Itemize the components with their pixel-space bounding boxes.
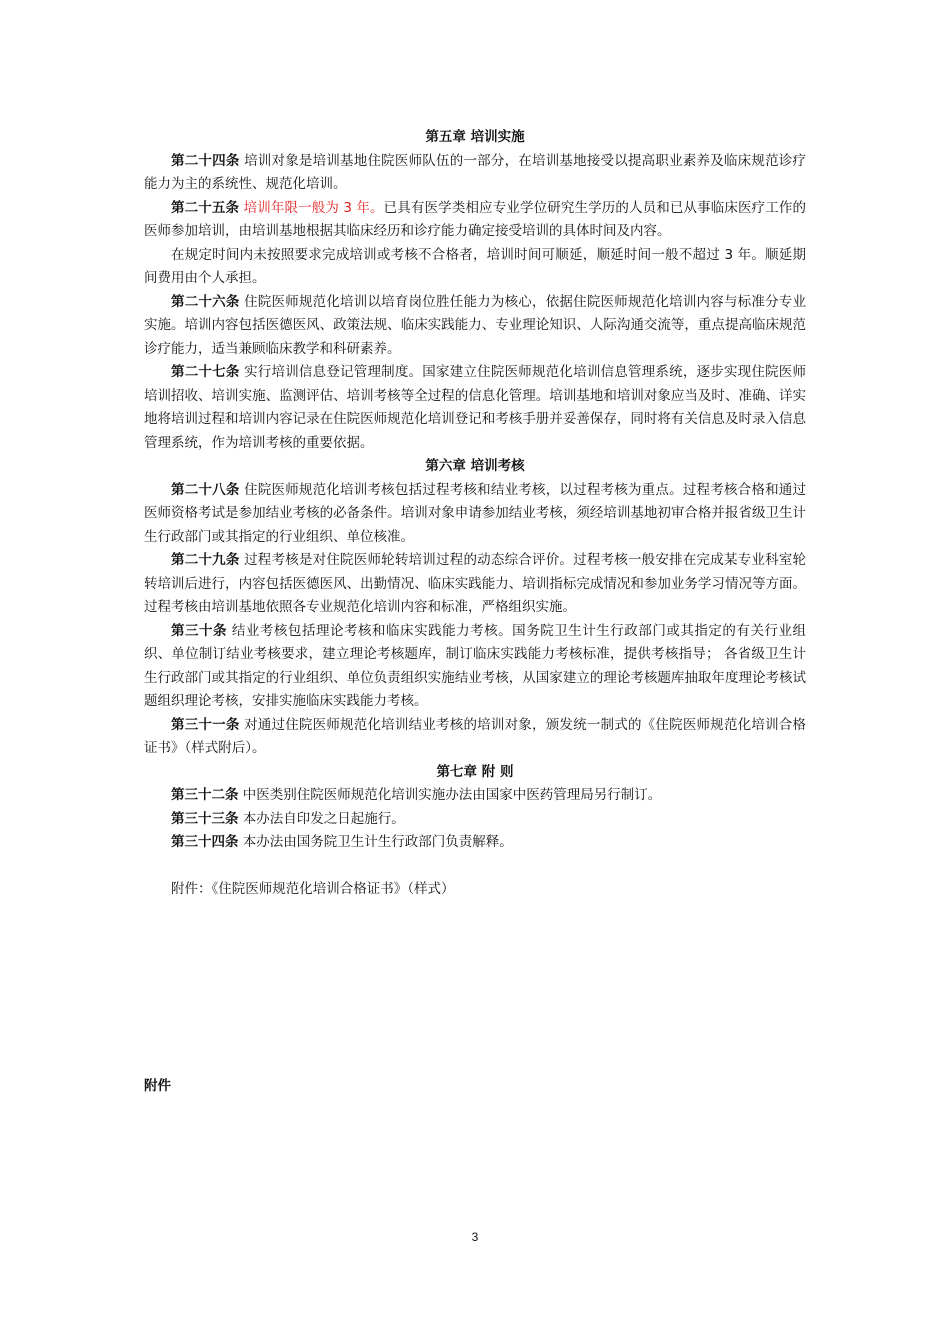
article-26 bbox=[144, 291, 806, 362]
article-24-text: 培训对象是培训基地住院医师队伍的一部分，在培训基地接受以提高职业素养及临床规范诊疗能力为主的系统性、规范化培训。 bbox=[144, 152, 807, 192]
article-34-text: 本办法由国务院卫生计生行政部门负责解释。 bbox=[238, 834, 513, 850]
article-30 bbox=[144, 620, 806, 714]
article-34-label: 第三十四条 bbox=[171, 834, 239, 850]
article-33-text: 本办法自印发之日起施行。 bbox=[238, 810, 405, 827]
article-30-label: 第三十条 bbox=[171, 622, 228, 639]
article-27-label: 第二十七条 bbox=[171, 364, 240, 380]
article-32-text: 中医类别住院医师规范化培训实施办法由国家中医药管理局另行制订。 bbox=[238, 787, 662, 803]
article-28-label: 第二十八条 bbox=[171, 481, 240, 498]
article-33-label: 第三十三条 bbox=[171, 810, 239, 827]
article-26-label: 第二十六条 bbox=[171, 293, 240, 310]
annex-heading: 附件 bbox=[144, 1078, 171, 1094]
article-32 bbox=[144, 784, 806, 808]
article-25-text: 已具有医学类相应专业学位研究生学历的人员和已从事临床医疗工作的医师参加培训，由培训基地根据其临床经历和诊疗能力确定接受培训的具体时间及内容。 bbox=[144, 199, 807, 239]
article-33 bbox=[144, 808, 806, 832]
chapter-seven-title: 第七章 附 则 bbox=[436, 763, 514, 780]
article-29-label: 第二十九条 bbox=[171, 552, 240, 568]
article-32-label: 第三十二条 bbox=[171, 787, 239, 803]
attachment-note: 附件：《住院医师规范化培训合格证书》（样式） bbox=[171, 881, 455, 897]
article-25 bbox=[144, 197, 806, 244]
page-number: 3 bbox=[471, 1230, 479, 1244]
article-24 bbox=[144, 150, 806, 197]
article-25-paragraph-2: 在规定时间内未按照要求完成培训或考核不合格者，培训时间可顺延，顺延时间一般不超过 3 年。顺延期间费用由个人承担。 bbox=[144, 246, 806, 286]
article-31-label: 第三十一条 bbox=[171, 716, 240, 733]
article-29 bbox=[144, 549, 806, 620]
article-30-text: 结业考核包括理论考核和临床实践能力考核。国务院卫生计生行政部门或其指定的有关行业组织、单位制订结业考核要求，建立理论考核题库，制订临床实践能力考核标准，提供考核指导； 各省级卫生计生行政部门或其指定的行业组织、单位负责组织实施结业考核，从国家建立的理论考核题库抽取年度理论考核试题组织理论考核，安排实施临床实践能力考核。 bbox=[144, 622, 806, 709]
article-24-label: 第二十四条 bbox=[171, 152, 240, 169]
article-25-label: 第二十五条 bbox=[171, 199, 240, 216]
article-29-text: 过程考核是对住院医师轮转培训过程的动态综合评价。过程考核一般安排在完成某专业科室轮转培训后进行，内容包括医德医风、出勤情况、临床实践能力、培训指标完成情况和参加业务学习情况等方面。过程考核由培训基地依照各专业规范化培训内容和标准，严格组织实施。 bbox=[144, 552, 807, 615]
article-25-highlight: 培训年限一般为 3 年。 bbox=[239, 199, 384, 216]
article-31 bbox=[144, 714, 806, 761]
article-27 bbox=[144, 361, 806, 455]
article-31-text: 对通过住院医师规范化培训结业考核的培训对象，颁发统一制式的《住院医师规范化培训合格证书》（样式附后）。 bbox=[144, 716, 807, 756]
blank-line bbox=[144, 855, 806, 879]
article-26-text: 住院医师规范化培训以培育岗位胜任能力为核心，依据住院医师规范化培训内容与标准分专业实施。培训内容包括医德医风、政策法规、临床实践能力、专业理论知识、人际沟通交流等，重点提高临床规范诊疗能力，适当兼顾临床教学和科研素养。 bbox=[144, 293, 807, 357]
chapter-five-title: 第五章 培训实施 bbox=[425, 129, 525, 145]
article-28-text: 住院医师规范化培训考核包括过程考核和结业考核，以过程考核为重点。过程考核合格和通过医师资格考试是参加结业考核的必备条件。培训对象申请参加结业考核，须经培训基地初审合格并报省级卫生计生行政部门或其指定的行业组织、单位核准。 bbox=[144, 481, 807, 545]
article-28 bbox=[144, 479, 806, 550]
document-body bbox=[144, 126, 806, 902]
article-27-text: 实行培训信息登记管理制度。国家建立住院医师规范化培训信息管理系统，逐步实现住院医师培训招收、培训实施、监测评估、培训考核等全过程的信息化管理。培训基地和培训对象应当及时、准确、详实地将培训过程和培训内容记录在住院医师规范化培训登记和考核手册并妥善保存，同时将有关信息及时录入信息管理系统，作为培训考核的重要依据。 bbox=[144, 364, 807, 451]
article-34 bbox=[144, 831, 806, 855]
chapter-six-title: 第六章 培训考核 bbox=[425, 458, 525, 474]
